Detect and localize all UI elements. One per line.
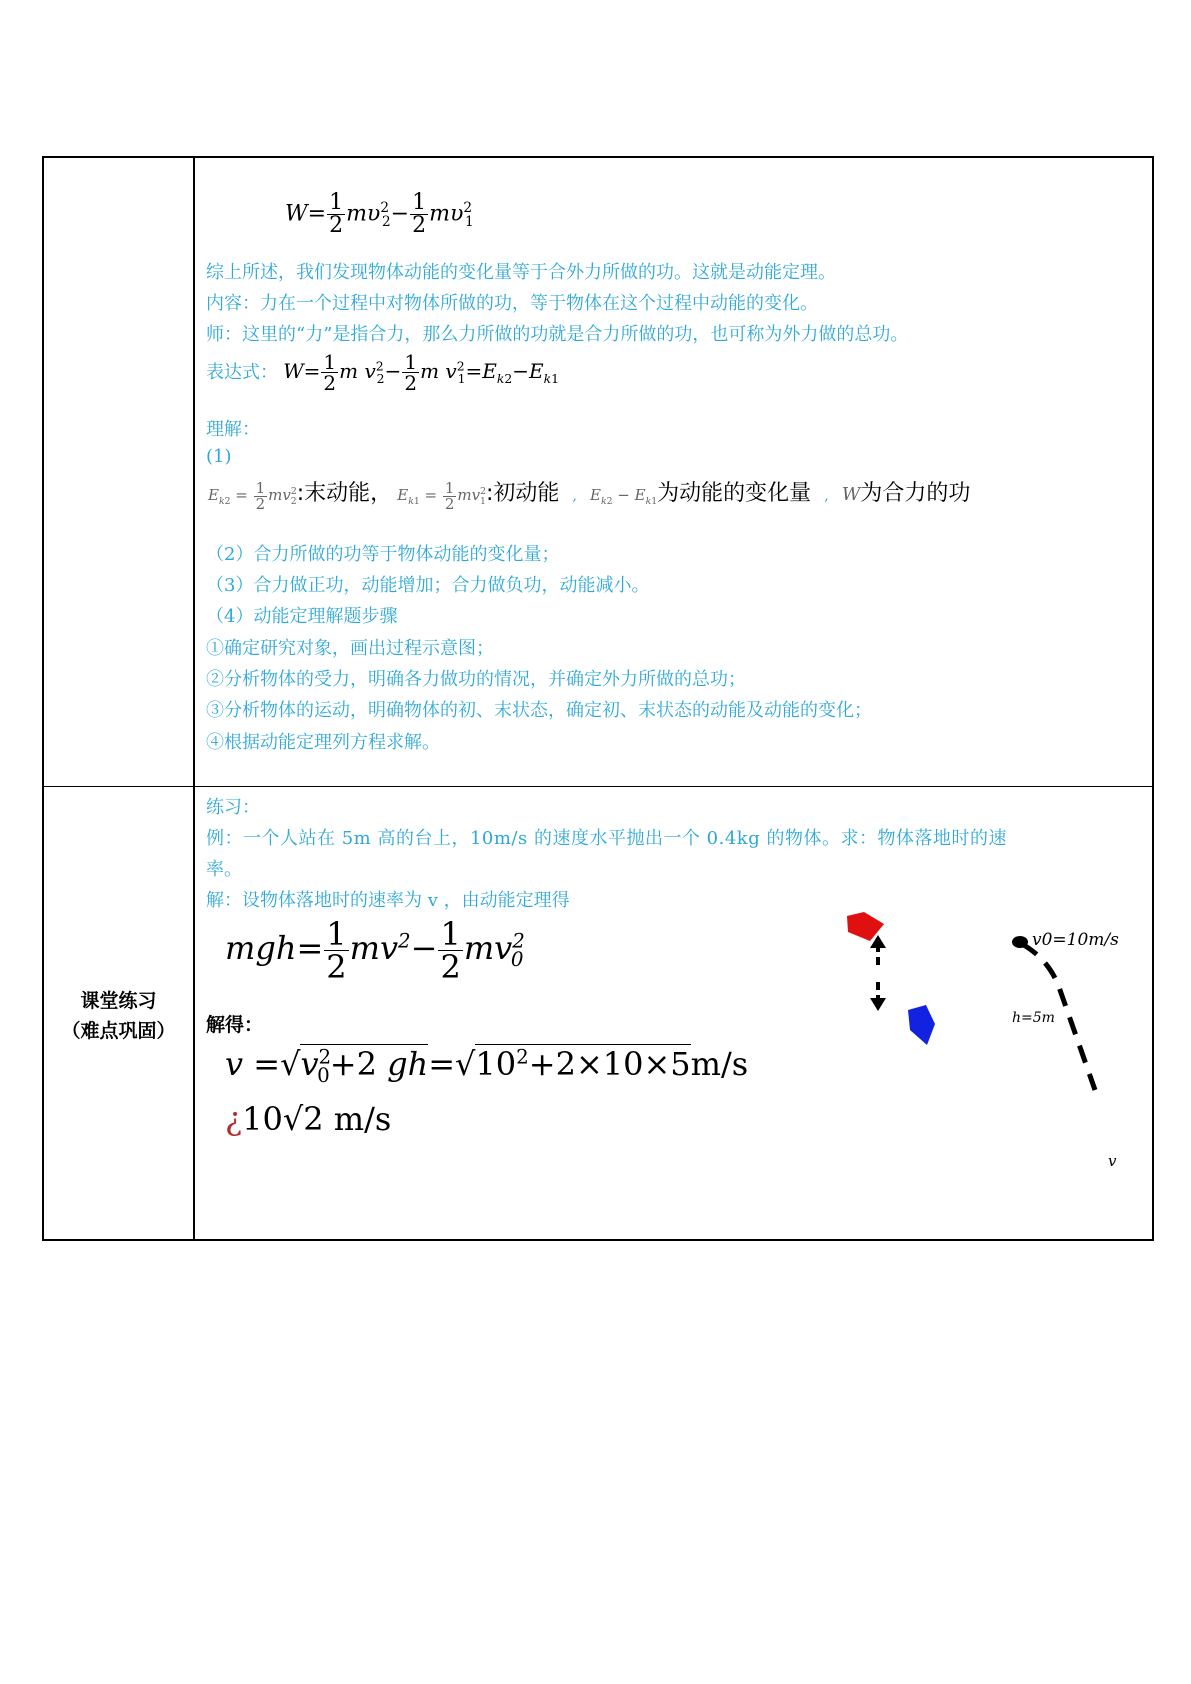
init-ke-label: :初动能 xyxy=(485,481,560,506)
end-ke-label: :末动能， xyxy=(296,481,393,506)
practice-label: 练习： xyxy=(206,797,260,818)
item-1: (1) xyxy=(206,446,232,467)
summary-text: 综上所述，我们发现物体动能的变化量等于合外力所做的功。这就是动能定理。 xyxy=(206,262,836,283)
velocity-equation: $v =√v^2_0+2$ $gh=√10^2+2\times 10\times 5m/s$ xyxy=(225,1045,749,1088)
step-3: ③分析物体的运动，明确物体的初、末状态，确定初、末状态的动能及动能的变化； xyxy=(206,700,872,721)
result-prefix: ¿ xyxy=(225,1100,243,1138)
content-text: 内容：力在一个过程中对物体所做的功，等于物体在这个过程中动能的变化。 xyxy=(206,293,818,314)
w-desc: 为合力的功 xyxy=(860,481,971,506)
row-label-line2: （难点巩固） xyxy=(61,1020,176,1042)
w-symbol: W xyxy=(841,484,861,505)
solution-line: 解：设物体落地时的速率为 v ，由动能定理得 xyxy=(206,890,570,911)
teacher-text: 师：这里的“力”是指合力，那么力所做的功就是合力所做的功，也可称为外力做的总功。 xyxy=(206,324,909,345)
expression-line xyxy=(206,352,559,393)
item-3: （3）合力做正功，动能增加；合力做负功，动能减小。 xyxy=(206,575,650,596)
delta-ke-label: 为动能的变化量 xyxy=(657,481,812,506)
row-label-line1: 课堂练习 xyxy=(80,990,157,1012)
step-4: ④根据动能定理列方程求解。 xyxy=(206,732,440,753)
height-label: h=5m xyxy=(1012,1010,1055,1026)
row-divider-left xyxy=(42,786,193,787)
result-value: 10√2 m/s xyxy=(242,1100,392,1138)
row-divider xyxy=(193,786,1154,787)
understand-label: 理解： xyxy=(206,419,260,440)
step-1: ①确定研究对象，画出过程示意图； xyxy=(206,638,494,659)
row-label xyxy=(44,986,193,1046)
solved-label: 解得： xyxy=(206,1014,264,1036)
step-2: ②分析物体的受力，明确各力做功的情况，并确定外力所做的总功； xyxy=(206,669,746,690)
result-line xyxy=(225,1100,391,1138)
kinetic-energy-defs: $E_{k2}$ = $\frac{1}{2}$ $mv^2_2$:末动能， $E_{k1}$ = $\frac{1}{2}$ $mv^2_1$:初动能 , $E_{k2} - E_{k1}$为动能的变化量 , W为合力的功 xyxy=(208,478,971,513)
item-2: （2）合力所做的功等于物体动能的变化量； xyxy=(206,544,560,565)
column-divider xyxy=(193,156,195,1241)
example-line-1: 例：一个人站在 5m 高的台上，10m/s 的速度水平抛出一个 0.4kg 的物体。求：物体落地时的速 xyxy=(206,828,1007,849)
work-formula: W= $\frac{1}{2}$ $m\upsilon^2_2-$ $\frac{1}{2}$ $m\upsilon^2_1$ xyxy=(285,190,474,238)
item-4: （4）动能定理解题步骤 xyxy=(206,606,398,627)
expression-formula: W= $\frac{1}{2}$ m $v^2_2-$ $\frac{1}{2}$ m $v^2_1=E_{k2}-E_{k1}$ xyxy=(283,350,560,395)
velocity-label: v xyxy=(1108,1152,1117,1170)
v0-label: v0=10m/s xyxy=(1032,930,1119,950)
energy-equation: mgh= $\frac{1}{2}$ $mv^2-$ $\frac{1}{2}$ $mv^2_0$ xyxy=(225,915,525,986)
expression-label: 表达式： xyxy=(206,362,278,383)
example-line-2: 率。 xyxy=(206,859,242,880)
